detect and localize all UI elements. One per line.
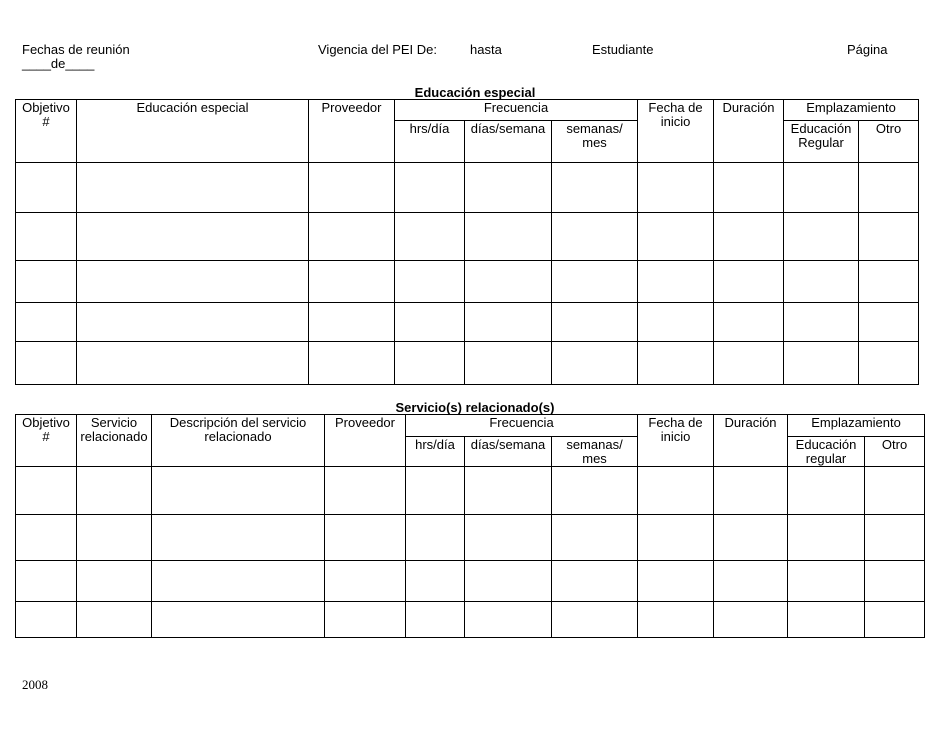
cell[interactable]: [784, 213, 859, 261]
cell[interactable]: [77, 163, 309, 213]
cell[interactable]: [325, 602, 406, 638]
cell[interactable]: [16, 163, 77, 213]
header-hrs-day: hrs/día: [395, 121, 465, 163]
meeting-dates-blank[interactable]: ____de____: [22, 56, 95, 71]
cell[interactable]: [406, 515, 465, 561]
cell[interactable]: [552, 163, 638, 213]
cell[interactable]: [16, 303, 77, 342]
cell[interactable]: [465, 342, 552, 385]
cell[interactable]: [16, 261, 77, 303]
validity-label: Vigencia del PEI De:: [318, 42, 437, 57]
table-row: [16, 213, 919, 261]
cell[interactable]: [395, 261, 465, 303]
cell[interactable]: [784, 163, 859, 213]
cell[interactable]: [77, 303, 309, 342]
cell[interactable]: [465, 213, 552, 261]
special-ed-title: Educación especial: [414, 85, 536, 100]
special-ed-table: [15, 99, 919, 385]
cell[interactable]: [552, 342, 638, 385]
cell[interactable]: [714, 163, 784, 213]
cell[interactable]: [465, 261, 552, 303]
cell[interactable]: [865, 467, 925, 515]
cell[interactable]: [395, 342, 465, 385]
cell[interactable]: [552, 561, 638, 602]
header-weeks-month: semanas/ mes: [552, 437, 638, 467]
cell[interactable]: [77, 261, 309, 303]
header-placement: Emplazamiento: [784, 100, 919, 121]
cell[interactable]: [77, 561, 152, 602]
cell[interactable]: [309, 303, 395, 342]
header-start-date: Fecha de inicio: [638, 100, 714, 163]
cell[interactable]: [395, 303, 465, 342]
header-provider: Proveedor: [325, 415, 406, 467]
cell[interactable]: [714, 602, 788, 638]
cell[interactable]: [77, 602, 152, 638]
header-objective: Objetivo #: [16, 415, 77, 467]
cell[interactable]: [784, 342, 859, 385]
header-special-ed: Educación especial: [77, 100, 309, 163]
cell[interactable]: [714, 561, 788, 602]
cell[interactable]: [552, 602, 638, 638]
cell[interactable]: [714, 342, 784, 385]
cell[interactable]: [788, 561, 865, 602]
cell[interactable]: [552, 213, 638, 261]
cell[interactable]: [552, 515, 638, 561]
cell[interactable]: [859, 163, 919, 213]
header-regular-ed: Educación Regular: [784, 121, 859, 163]
cell[interactable]: [638, 303, 714, 342]
cell[interactable]: [788, 467, 865, 515]
related-services-table: [15, 414, 925, 638]
cell[interactable]: [714, 515, 788, 561]
header-weeks-month: semanas/ mes: [552, 121, 638, 163]
cell[interactable]: [309, 342, 395, 385]
cell[interactable]: [16, 515, 77, 561]
cell[interactable]: [638, 213, 714, 261]
cell[interactable]: [465, 467, 552, 515]
cell[interactable]: [552, 303, 638, 342]
table-row: [16, 303, 919, 342]
cell[interactable]: [865, 561, 925, 602]
cell[interactable]: [77, 515, 152, 561]
meeting-dates-label: Fechas de reunión: [22, 42, 130, 57]
cell[interactable]: [152, 467, 325, 515]
cell[interactable]: [552, 261, 638, 303]
cell[interactable]: [152, 602, 325, 638]
table-row: [16, 561, 925, 602]
cell[interactable]: [638, 515, 714, 561]
cell[interactable]: [865, 515, 925, 561]
cell[interactable]: [77, 342, 309, 385]
cell[interactable]: [714, 467, 788, 515]
cell[interactable]: [395, 163, 465, 213]
cell[interactable]: [77, 213, 309, 261]
cell[interactable]: [309, 213, 395, 261]
cell[interactable]: [638, 561, 714, 602]
cell[interactable]: [406, 602, 465, 638]
cell[interactable]: [784, 303, 859, 342]
header-regular-ed: Educación regular: [788, 437, 865, 467]
header-other: Otro: [865, 437, 925, 467]
header-duration: Duración: [714, 415, 788, 467]
table-row: [16, 467, 925, 515]
cell[interactable]: [859, 342, 919, 385]
cell[interactable]: [465, 602, 552, 638]
cell[interactable]: [325, 561, 406, 602]
cell[interactable]: [325, 515, 406, 561]
header-hrs-day: hrs/día: [406, 437, 465, 467]
header-description: Descripción del servicio relacionado: [152, 415, 325, 467]
cell[interactable]: [714, 261, 784, 303]
cell[interactable]: [16, 213, 77, 261]
table-row: [16, 261, 919, 303]
cell[interactable]: [788, 602, 865, 638]
header-placement: Emplazamiento: [788, 415, 925, 437]
table-row: [16, 163, 919, 213]
header-days-week: días/semana: [465, 121, 552, 163]
header-frequency: Frecuencia: [395, 100, 638, 121]
cell[interactable]: [152, 561, 325, 602]
cell[interactable]: [465, 561, 552, 602]
cell[interactable]: [638, 467, 714, 515]
cell[interactable]: [788, 515, 865, 561]
cell[interactable]: [859, 213, 919, 261]
cell[interactable]: [16, 561, 77, 602]
page-label: Página: [847, 42, 888, 57]
cell[interactable]: [309, 163, 395, 213]
cell[interactable]: [552, 467, 638, 515]
cell[interactable]: [152, 515, 325, 561]
cell[interactable]: [406, 561, 465, 602]
header-duration: Duración: [714, 100, 784, 163]
table-row: [16, 602, 925, 638]
cell[interactable]: [465, 163, 552, 213]
header-frequency: Frecuencia: [406, 415, 638, 437]
cell[interactable]: [16, 467, 77, 515]
cell[interactable]: [865, 602, 925, 638]
cell[interactable]: [638, 261, 714, 303]
header-objective: Objetivo #: [16, 100, 77, 163]
cell[interactable]: [714, 213, 784, 261]
cell[interactable]: [325, 467, 406, 515]
table-row: [16, 515, 925, 561]
cell[interactable]: [465, 303, 552, 342]
cell[interactable]: [638, 342, 714, 385]
cell[interactable]: [465, 515, 552, 561]
related-services-title: Servicio(s) relacionado(s): [395, 400, 555, 415]
footer-year: 2008: [22, 677, 48, 692]
cell[interactable]: [77, 467, 152, 515]
header-related-service: Servicio relacionado: [77, 415, 152, 467]
header-other: Otro: [859, 121, 919, 163]
cell[interactable]: [714, 303, 784, 342]
cell[interactable]: [638, 163, 714, 213]
cell[interactable]: [784, 261, 859, 303]
header-days-week: días/semana: [465, 437, 552, 467]
until-label: hasta: [470, 42, 502, 57]
cell[interactable]: [859, 303, 919, 342]
cell[interactable]: [859, 261, 919, 303]
header-start-date: Fecha de inicio: [638, 415, 714, 467]
cell[interactable]: [395, 213, 465, 261]
cell[interactable]: [638, 602, 714, 638]
table-row: [16, 342, 919, 385]
student-label: Estudiante: [592, 42, 654, 57]
cell[interactable]: [16, 342, 77, 385]
header-provider: Proveedor: [309, 100, 395, 163]
cell[interactable]: [406, 467, 465, 515]
cell[interactable]: [309, 261, 395, 303]
cell[interactable]: [16, 602, 77, 638]
